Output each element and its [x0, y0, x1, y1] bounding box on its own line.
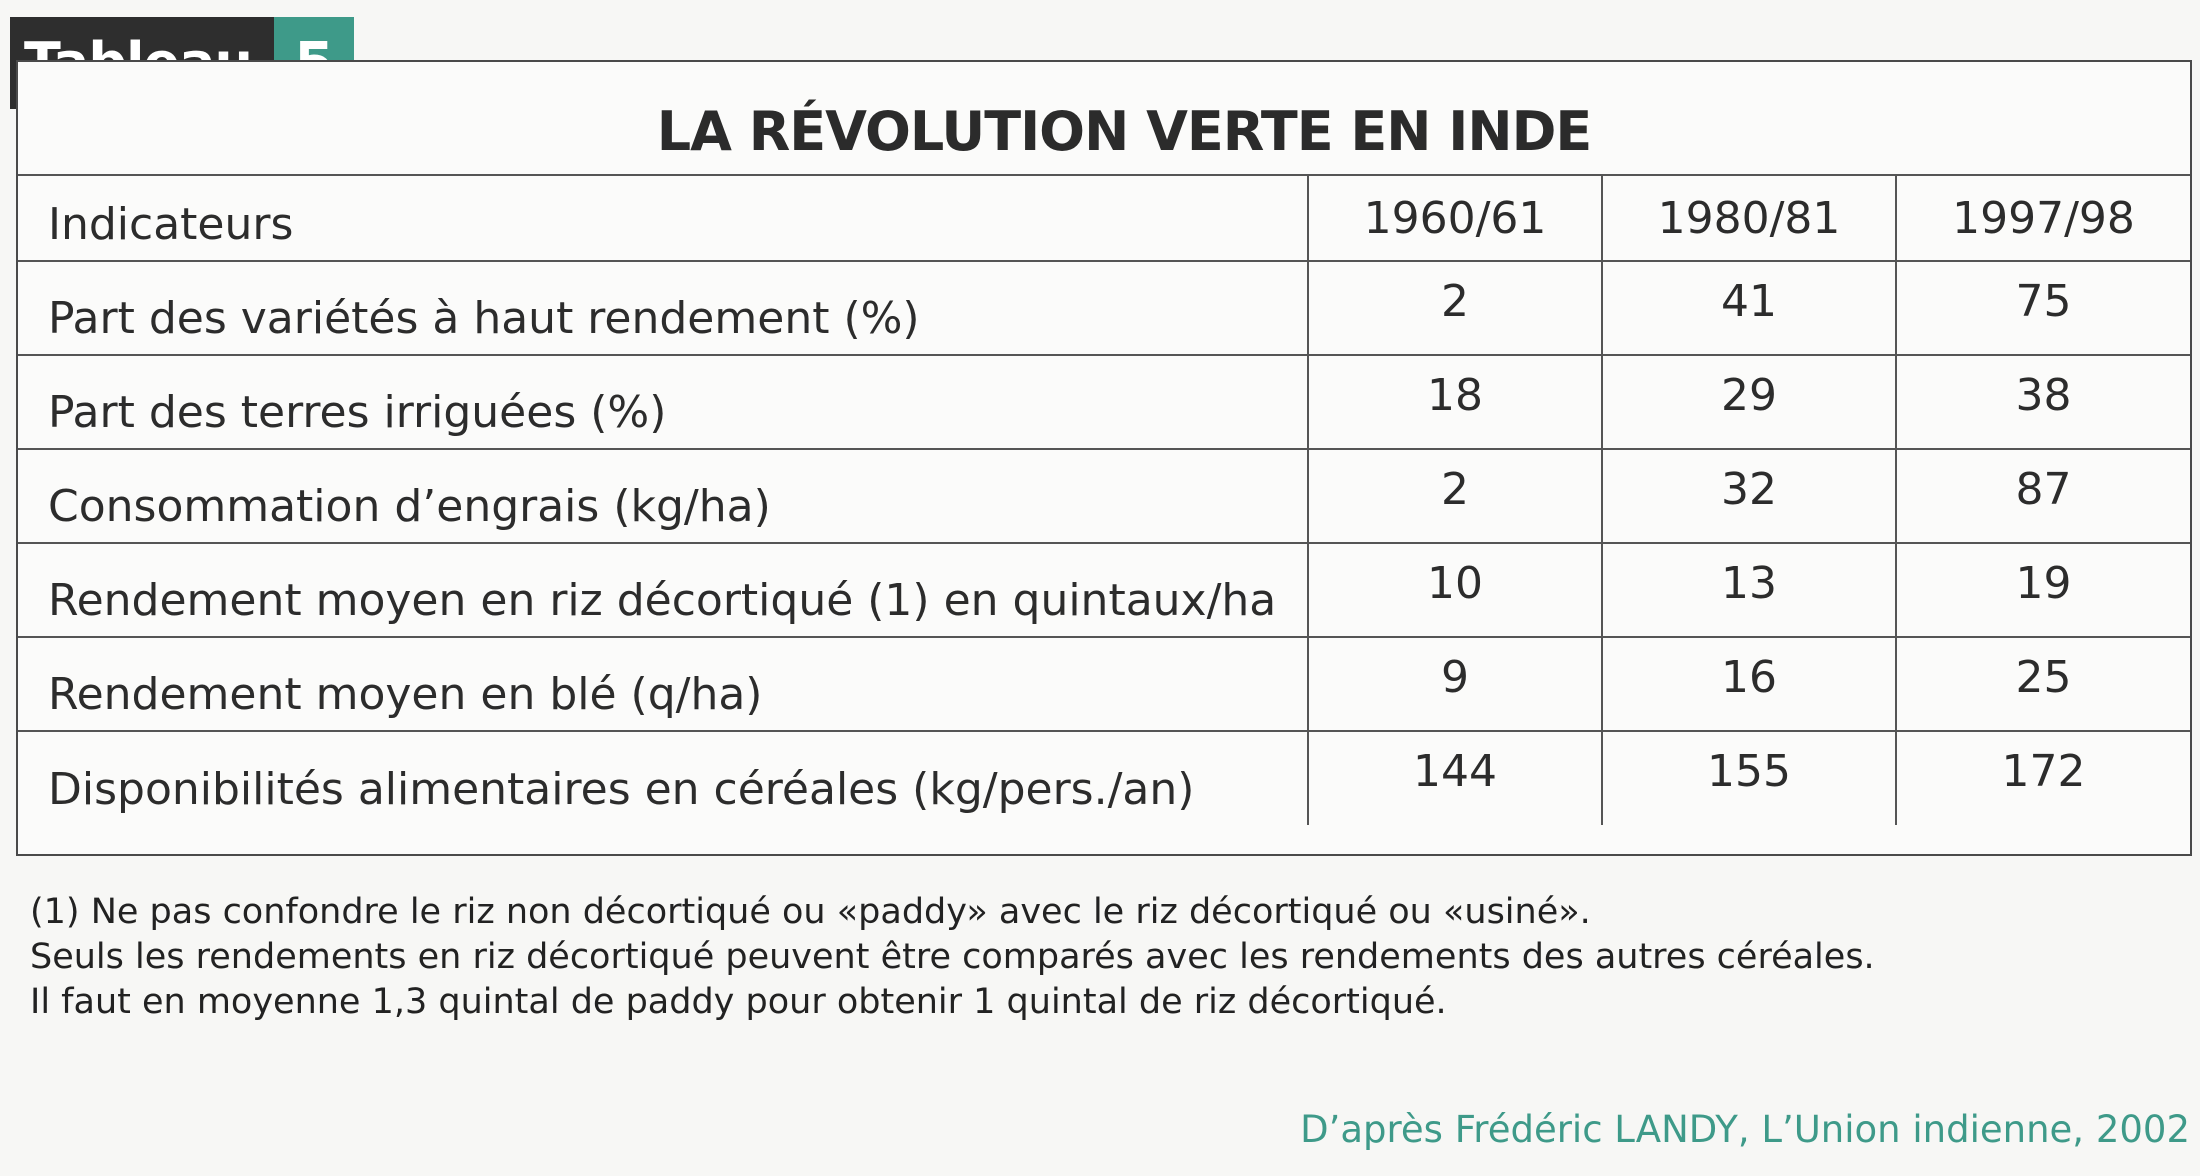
- table-row: [18, 355, 2190, 449]
- row-indicator: Part des variétés à haut rendement (%): [18, 261, 1308, 355]
- row-value: 32: [1602, 449, 1896, 543]
- table-row: [18, 261, 2190, 355]
- table-title: LA RÉVOLUTION VERTE EN INDE: [656, 100, 1592, 163]
- row-value: 19: [1896, 543, 2190, 637]
- row-value: 87: [1896, 449, 2190, 543]
- footnote-line: Il faut en moyenne 1,3 quintal de paddy pour obtenir 1 quintal de riz décortiqué.: [30, 982, 1447, 1022]
- row-indicator: Part des terres irriguées (%): [18, 355, 1308, 449]
- footnote-line: (1) Ne pas confondre le riz non décortiqué ou «paddy» avec le riz décortiqué ou «usiné».: [30, 892, 1591, 932]
- row-value: 25: [1896, 637, 2190, 731]
- row-value: 75: [1896, 261, 2190, 355]
- row-value: 38: [1896, 355, 2190, 449]
- table-row: [18, 543, 2190, 637]
- header-indicators: Indicateurs: [18, 175, 1308, 261]
- row-value: 41: [1602, 261, 1896, 355]
- row-value: 9: [1308, 637, 1602, 731]
- table-row: [18, 731, 2190, 825]
- row-value: 18: [1308, 355, 1602, 449]
- data-table: [18, 174, 2190, 825]
- header-year: 1960/61: [1308, 175, 1602, 261]
- row-indicator: Disponibilités alimentaires en céréales (kg/pers./an): [18, 731, 1308, 825]
- data-table-box: [16, 60, 2192, 856]
- table-row: [18, 449, 2190, 543]
- row-value: 16: [1602, 637, 1896, 731]
- row-value: 10: [1308, 543, 1602, 637]
- row-value: 29: [1602, 355, 1896, 449]
- source-citation: D’après Frédéric LANDY, L’Union indienne, 2002: [1300, 1108, 2190, 1151]
- row-value: 2: [1308, 449, 1602, 543]
- header-year: 1997/98: [1896, 175, 2190, 261]
- row-indicator: Rendement moyen en riz décortiqué (1) en quintaux/ha: [18, 543, 1308, 637]
- table-row: [18, 637, 2190, 731]
- table-header-row: [18, 175, 2190, 261]
- footnote-line: Seuls les rendements en riz décortiqué peuvent être comparés avec les rendements des autres céréales.: [30, 937, 1875, 977]
- row-value: 144: [1308, 731, 1602, 825]
- header-year: 1980/81: [1602, 175, 1896, 261]
- row-value: 172: [1896, 731, 2190, 825]
- row-indicator: Rendement moyen en blé (q/ha): [18, 637, 1308, 731]
- row-indicator: Consommation d’engrais (kg/ha): [18, 449, 1308, 543]
- row-value: 13: [1602, 543, 1896, 637]
- row-value: 155: [1602, 731, 1896, 825]
- footnotes: [30, 890, 1875, 1025]
- row-value: 2: [1308, 261, 1602, 355]
